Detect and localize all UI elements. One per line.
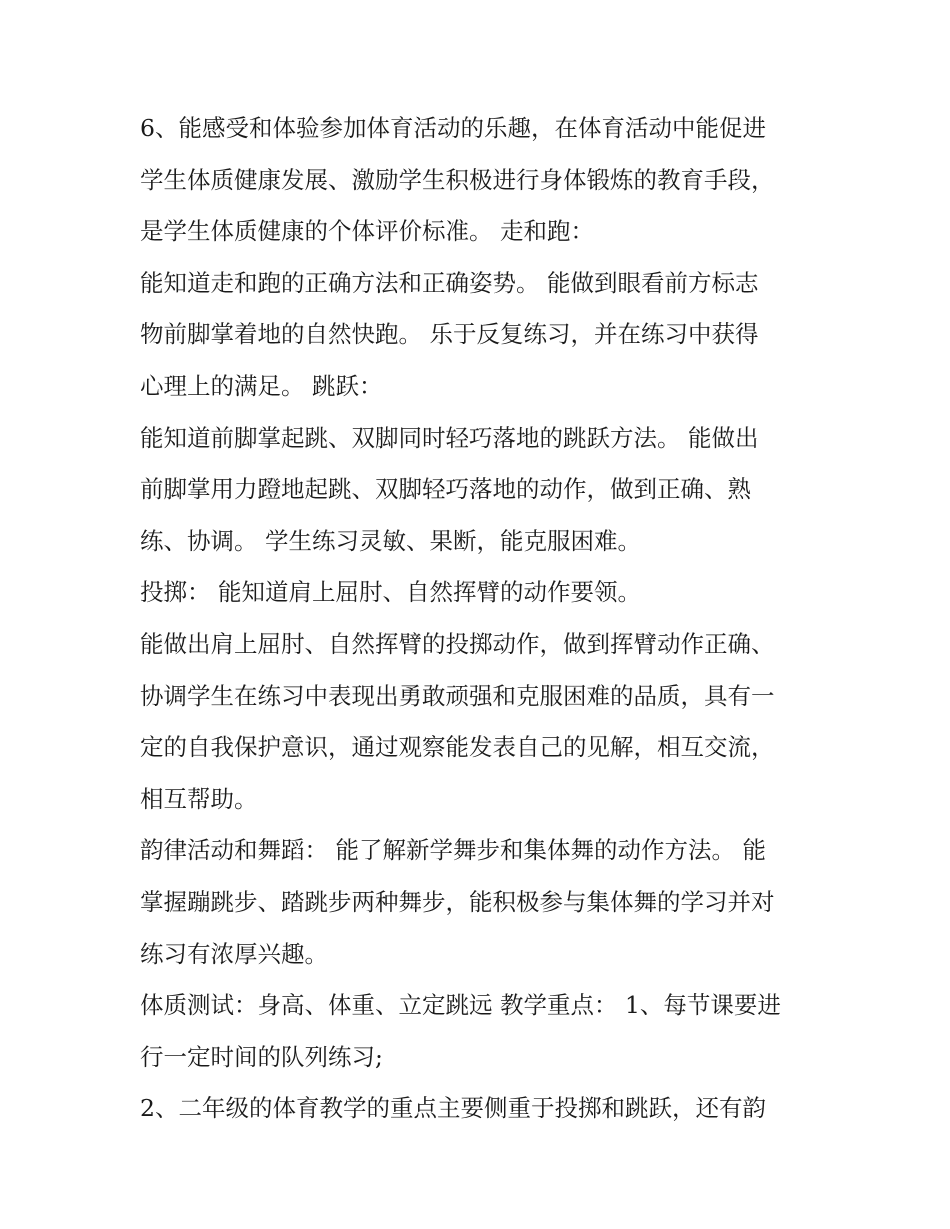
text-line: 练习有浓厚兴趣。	[140, 939, 328, 968]
text-line: 练、协调。 学生练习灵敏、果断，能克服困难。	[140, 526, 641, 555]
text-line: 是学生体质健康的个体评价标准。 走和跑：	[140, 217, 594, 246]
text-line: 掌握蹦跳步、踏跳步两种舞步，能积极参与集体舞的学习并对	[140, 887, 775, 916]
text-line: 能做出肩上屈肘、自然挥臂的投掷动作，做到挥臂动作正确、	[140, 629, 775, 658]
text-line: 相互帮助。	[140, 784, 258, 813]
text-line: 体质测试：身高、体重、立定跳远 教学重点： 1、每节课要进	[140, 991, 781, 1020]
text-line: 前脚掌用力蹬地起跳、双脚轻巧落地的动作，做到正确、熟	[140, 475, 751, 504]
text-line: 定的自我保护意识，通过观察能发表自己的见解，相互交流，	[140, 733, 775, 762]
text-line: 2、二年级的体育教学的重点主要侧重于投掷和跳跃，还有韵	[140, 1094, 766, 1123]
text-line: 投掷： 能知道肩上屈肘、自然挥臂的动作要领。	[140, 578, 641, 607]
text-line: 学生体质健康发展、激励学生积极进行身体锻炼的教育手段，	[140, 165, 775, 194]
text-line: 心理上的满足。 跳跃：	[140, 371, 383, 400]
text-line: 6、能感受和体验参加体育活动的乐趣，在体育活动中能促进	[140, 114, 766, 142]
text-line: 物前脚掌着地的自然快跑。 乐于反复练习，并在练习中获得	[140, 320, 759, 349]
text-line: 能知道前脚掌起跳、双脚同时轻巧落地的跳跃方法。 能做出	[140, 423, 759, 452]
text-line: 协调学生在练习中表现出勇敢顽强和克服困难的品质，具有一	[140, 681, 775, 710]
text-line: 能知道走和跑的正确方法和正确姿势。 能做到眼看前方标志	[140, 268, 759, 297]
text-line: 韵律活动和舞蹈： 能了解新学舞步和集体舞的动作方法。 能	[140, 836, 766, 865]
text-line: 行一定时间的队列练习;	[140, 1042, 383, 1071]
document-page	[140, 103, 830, 1135]
